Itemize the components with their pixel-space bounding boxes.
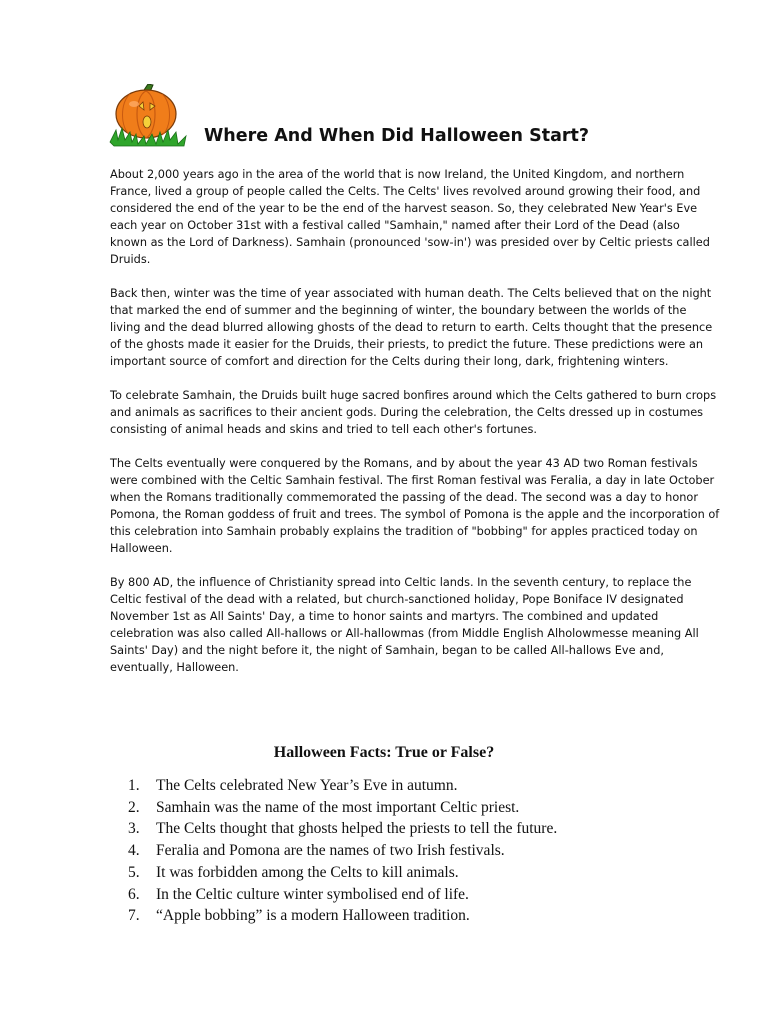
fact-text: In the Celtic culture winter symbolised end of life. — [156, 885, 469, 903]
article-paragraph: The Celts eventually were conquered by the Romans, and by about the year 43 AD two Roman festivals were combined with the Celtic Samhain festival. The first Roman festival was Feralia, a day in late October when the Romans traditionally commemorated the passing of the dead. The second was a day to honor Pomona, the Roman goddess of fruit and trees. The symbol of Pomona is the apple and the incorporation of this celebration into Samhain probably explains the tradition of "bobbing" for apples practiced today on Halloween. — [110, 457, 720, 555]
article-paragraph: To celebrate Samhain, the Druids built huge sacred bonfires around which the Celts gathered to burn crops and animals as sacrifices to their ancient gods. During the celebration, the Celts dressed up in costumes consisting of animal heads and skins and tried to tell each other's fortunes. — [110, 389, 717, 436]
fact-text: It was forbidden among the Celts to kill animals. — [156, 863, 459, 881]
fact-number: 4. — [128, 842, 140, 860]
fact-item — [128, 818, 557, 840]
article-body — [110, 166, 720, 693]
fact-text: Samhain was the name of the most important Celtic priest. — [156, 798, 520, 816]
article-paragraph: Back then, winter was the time of year associated with human death. The Celts believed that on the night that marked the end of summer and the beginning of winter, the boundary between the worlds of the living and the dead blurred allowing ghosts of the dead to return to earth. Celts thought that the presence of the ghosts made it easier for the Druids, their priests, to predict the future. These predictions were an important source of comfort and direction for the Celts during their long, dark, frightening winters. — [110, 287, 713, 368]
fact-item — [128, 862, 557, 884]
fact-item — [128, 840, 557, 862]
fact-number: 6. — [128, 885, 140, 903]
fact-text: “Apple bobbing” is a modern Halloween tradition. — [156, 907, 470, 925]
fact-text: Feralia and Pomona are the names of two Irish festivals. — [156, 842, 505, 860]
fact-number: 5. — [128, 863, 140, 881]
fact-item — [128, 905, 557, 927]
fact-number: 3. — [128, 820, 140, 838]
fact-item — [128, 797, 557, 819]
fact-number: 1. — [128, 777, 140, 794]
page-title: Where And When Did Halloween Start? — [204, 126, 590, 146]
facts-heading: Halloween Facts: True or False? — [273, 744, 495, 761]
fact-text: The Celts thought that ghosts helped the priests to tell the future. — [156, 820, 558, 838]
fact-number: 2. — [128, 798, 140, 816]
fact-item — [128, 775, 557, 797]
fact-item — [128, 884, 557, 906]
article-paragraph: About 2,000 years ago in the area of the world that is now Ireland, the United Kingdom, and northern France, lived a group of people called the Celts. The Celts' lives revolved around growing their food, and considered the end of the year to be the end of the harvest season. So, they celebrated New Year's Eve each year on October 31st with a festival called "Samhain," named after their Lord of the Dead (also known as the Lord of Darkness). Samhain (pronounced 'sow-in') was presided over by Celtic priests called Druids. — [110, 168, 710, 266]
jack-o-lantern-icon — [106, 84, 196, 148]
fact-text: The Celts celebrated New Year’s Eve in autumn. — [156, 777, 458, 794]
article-paragraph: By 800 AD, the influence of Christianity spread into Celtic lands. In the seventh century, to replace the Celtic festival of the dead with a related, but church-sanctioned holiday, Pope Boniface IV designated November 1st as All Saints' Day, a time to honor saints and martyrs. The combined and updated celebration was also called All-hallows or All-hallowmas (from Middle English Alholowmesse meaning All Saints' Day) and the night before it, the night of Samhain, began to be called All-hallows Eve and, eventually, Halloween. — [110, 576, 699, 674]
fact-number: 7. — [128, 907, 140, 925]
facts-list — [128, 775, 557, 927]
